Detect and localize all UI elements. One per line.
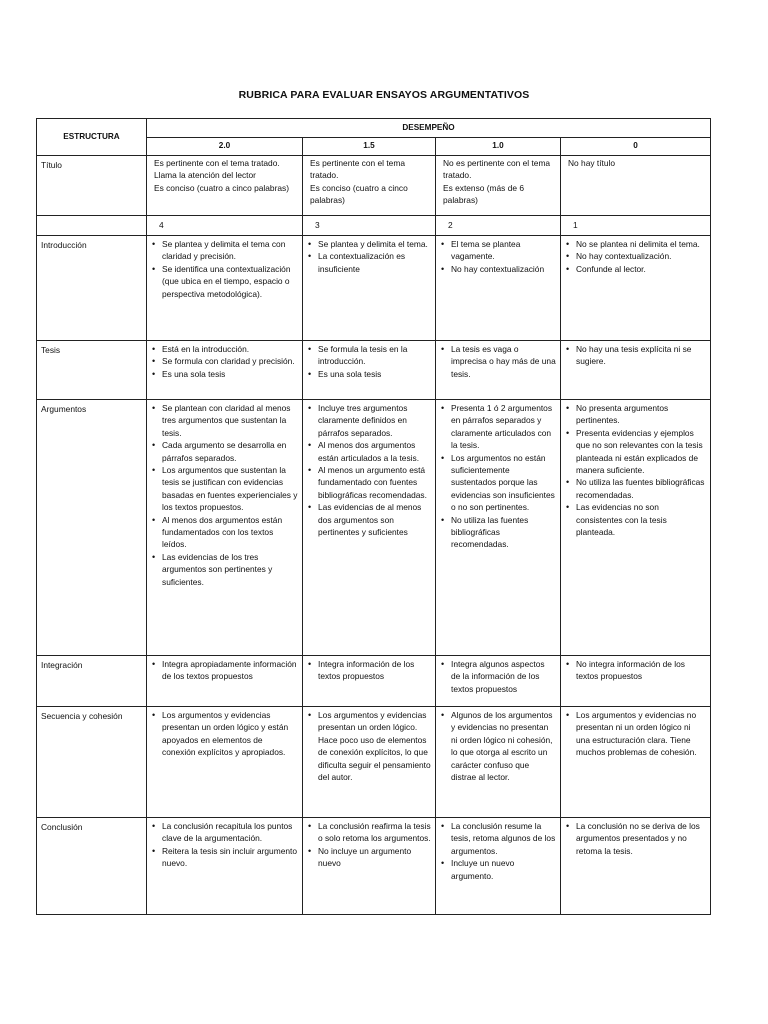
descriptor-bullet: • Cada argumento se desarrolla en párrafos separados. bbox=[162, 439, 298, 464]
descriptor-bullet: • Está en la introducción. bbox=[162, 343, 298, 355]
descriptor-list bbox=[307, 820, 431, 870]
descriptor-bullet: • Al menos dos argumentos están fundamentados con los textos leídos. bbox=[162, 514, 298, 551]
descriptor-bullet: • El tema se plantea vagamente. bbox=[451, 238, 556, 263]
descriptor-bullet: • No hay contextualización bbox=[451, 263, 556, 275]
descriptor-bullet: • Al menos un argumento está fundamentado con fuentes bibliográficas recomendadas. bbox=[318, 464, 431, 501]
descriptor-cell bbox=[147, 400, 303, 656]
criterion-cell: Tesis bbox=[37, 341, 147, 400]
descriptor-cell bbox=[436, 707, 561, 818]
descriptor-bullet: • Integra apropiadamente información de los textos propuestos bbox=[162, 658, 298, 683]
descriptor-bullet: • La tesis es vaga o imprecisa o hay más de una tesis. bbox=[451, 343, 556, 380]
descriptor-cell bbox=[436, 341, 561, 400]
rubric-row bbox=[37, 400, 711, 656]
score-cell: 4 bbox=[147, 216, 303, 236]
descriptor-cell bbox=[303, 707, 436, 818]
descriptor-bullet: • Presenta 1 ó 2 argumentos en párrafos separados y claramente articulados con la tesis. bbox=[451, 402, 556, 452]
descriptor-cell bbox=[147, 707, 303, 818]
descriptor-line: No es pertinente con el tema tratado. bbox=[443, 158, 551, 181]
descriptor-bullet: • Se plantean con claridad al menos tres argumentos que sustentan la tesis. bbox=[162, 402, 298, 439]
descriptor-cell bbox=[303, 341, 436, 400]
descriptor-cell bbox=[436, 156, 561, 216]
score-cell: 1 bbox=[561, 216, 711, 236]
criterion-cell: Conclusión bbox=[37, 818, 147, 915]
descriptor-list bbox=[440, 238, 556, 275]
descriptor-bullet: • No presenta argumentos pertinentes. bbox=[576, 402, 706, 427]
rubric-row bbox=[37, 156, 711, 216]
descriptor-list bbox=[307, 343, 431, 380]
descriptor-bullet: • Se formula la tesis en la introducción. bbox=[318, 343, 431, 368]
descriptor-list bbox=[440, 402, 556, 551]
descriptor-line: Es conciso (cuatro a cinco palabras) bbox=[154, 182, 289, 193]
descriptor-line: Es extenso (más de 6 palabras) bbox=[443, 182, 524, 206]
descriptor-cell bbox=[147, 818, 303, 915]
criterion-cell: Argumentos bbox=[37, 400, 147, 656]
descriptor-bullet: • No se plantea ni delimita el tema. bbox=[576, 238, 706, 250]
descriptor-cell bbox=[147, 656, 303, 707]
rubric-body bbox=[37, 156, 711, 915]
descriptor-list bbox=[440, 709, 556, 783]
descriptor-bullet: • Los argumentos y evidencias presentan un orden lógico. Hace poco uso de elementos de conexión explícitos, lo que dificulta seguir el pensamiento del autor. bbox=[318, 709, 431, 783]
score-row-label-cell bbox=[37, 216, 147, 236]
header-estructura: ESTRUCTURA bbox=[37, 119, 147, 156]
descriptor-bullet: • Se plantea y delimita el tema. bbox=[318, 238, 431, 250]
descriptor-list bbox=[565, 658, 706, 683]
descriptor-list bbox=[307, 709, 431, 783]
descriptor-bullet: • Se plantea y delimita el tema con claridad y precisión. bbox=[162, 238, 298, 263]
descriptor-cell bbox=[561, 156, 711, 216]
descriptor-bullet: • La contextualización es insuficiente bbox=[318, 250, 431, 275]
rubric-row bbox=[37, 707, 711, 818]
descriptor-bullet: • Confunde al lector. bbox=[576, 263, 706, 275]
descriptor-cell bbox=[436, 400, 561, 656]
descriptor-bullet: • No integra información de los textos propuestos bbox=[576, 658, 706, 683]
descriptor-cell bbox=[147, 236, 303, 341]
header-desempeno: DESEMPEÑO bbox=[147, 119, 711, 138]
descriptor-cell bbox=[303, 818, 436, 915]
descriptor-bullet: • Al menos dos argumentos están articulados a la tesis. bbox=[318, 439, 431, 464]
descriptor-list bbox=[565, 402, 706, 538]
criterion-cell: Secuencia y cohesión bbox=[37, 707, 147, 818]
descriptor-list bbox=[151, 709, 298, 759]
header-level: 2.0 bbox=[147, 138, 303, 156]
descriptor-list bbox=[151, 343, 298, 380]
descriptor-list bbox=[440, 343, 556, 380]
descriptor-bullet: • La conclusión reafirma la tesis o solo retoma los argumentos. bbox=[318, 820, 431, 845]
descriptor-list bbox=[440, 820, 556, 882]
descriptor-bullet: • Es una sola tesis bbox=[162, 368, 298, 380]
descriptor-bullet: • Los argumentos que sustentan la tesis se justifican con evidencias basadas en fuentes experienciales y los textos propuestos. bbox=[162, 464, 298, 514]
descriptor-list bbox=[565, 820, 706, 857]
descriptor-cell bbox=[561, 656, 711, 707]
descriptor-bullet: • Las evidencias de al menos dos argumentos son pertinentes y suficientes bbox=[318, 501, 431, 538]
descriptor-list bbox=[565, 709, 706, 759]
descriptor-list bbox=[440, 658, 556, 695]
descriptor-cell bbox=[303, 156, 436, 216]
descriptor-line: Llama la atención del lector bbox=[154, 170, 256, 181]
descriptor-bullet: • Integra algunos aspectos de la información de los textos propuestos bbox=[451, 658, 556, 695]
descriptor-bullet: • Incluye tres argumentos claramente definidos en párrafos separados. bbox=[318, 402, 431, 439]
descriptor-bullet: • No hay una tesis explícita ni se sugiere. bbox=[576, 343, 706, 368]
descriptor-line: Es pertinente con el tema tratado. bbox=[154, 158, 280, 168]
descriptor-bullet: • Presenta evidencias y ejemplos que no son relevantes con la tesis planteada ni están explicados de manera suficiente. bbox=[576, 427, 706, 477]
descriptor-cell bbox=[303, 400, 436, 656]
descriptor-bullet: • Integra información de los textos propuestos bbox=[318, 658, 431, 683]
descriptor-bullet: • No hay contextualización. bbox=[576, 250, 706, 262]
criterion-cell: Integración bbox=[37, 656, 147, 707]
descriptor-list bbox=[151, 238, 298, 300]
header-level: 0 bbox=[561, 138, 711, 156]
descriptor-line: Es pertinente con el tema tratado. bbox=[310, 158, 405, 181]
descriptor-list bbox=[565, 238, 706, 275]
descriptor-cell bbox=[561, 818, 711, 915]
header-level: 1.0 bbox=[436, 138, 561, 156]
descriptor-cell bbox=[436, 818, 561, 915]
descriptor-cell bbox=[561, 236, 711, 341]
descriptor-bullet: • Incluye un nuevo argumento. bbox=[451, 857, 556, 882]
descriptor-cell bbox=[436, 656, 561, 707]
descriptor-list bbox=[307, 402, 431, 538]
descriptor-bullet: • Los argumentos no están suficientemente sustentados porque las evidencias son insuficientes o no son pertinentes. bbox=[451, 452, 556, 514]
document-title: RUBRICA PARA EVALUAR ENSAYOS ARGUMENTATIVOS bbox=[238, 89, 530, 101]
descriptor-cell bbox=[561, 707, 711, 818]
descriptor-list bbox=[565, 343, 706, 368]
descriptor-bullet: • Las evidencias no son consistentes con la tesis planteada. bbox=[576, 501, 706, 538]
descriptor-bullet: • Los argumentos y evidencias no presentan ni un orden lógico ni una estructuración clara. Tiene muchos problemas de cohesión. bbox=[576, 709, 706, 759]
rubric-row bbox=[37, 236, 711, 341]
rubric-row bbox=[37, 656, 711, 707]
descriptor-list bbox=[307, 238, 431, 275]
descriptor-cell bbox=[147, 341, 303, 400]
descriptor-cell bbox=[303, 236, 436, 341]
descriptor-cell bbox=[303, 656, 436, 707]
descriptor-bullet: • La conclusión resume la tesis, retoma algunos de los argumentos. bbox=[451, 820, 556, 857]
descriptor-line: Es conciso (cuatro a cinco palabras) bbox=[310, 182, 408, 206]
descriptor-bullet: • Algunos de los argumentos y evidencias no presentan ni orden lógico ni cohesión, lo que otorga al escrito un carácter confuso que distrae al lector. bbox=[451, 709, 556, 783]
descriptor-cell bbox=[147, 156, 303, 216]
score-cell: 2 bbox=[436, 216, 561, 236]
descriptor-bullet: • La conclusión no se deriva de los argumentos presentados y no retoma la tesis. bbox=[576, 820, 706, 857]
score-row bbox=[37, 216, 711, 236]
descriptor-bullet: • Las evidencias de los tres argumentos son pertinentes y suficientes. bbox=[162, 551, 298, 588]
descriptor-bullet: • Reitera la tesis sin incluir argumento nuevo. bbox=[162, 845, 298, 870]
descriptor-bullet: • Los argumentos y evidencias presentan un orden lógico y están apoyados en elementos de conexión explícitos y apropiados. bbox=[162, 709, 298, 759]
descriptor-list bbox=[307, 658, 431, 683]
descriptor-list bbox=[151, 658, 298, 683]
descriptor-line: No hay título bbox=[568, 158, 616, 168]
descriptor-bullet: • No utiliza las fuentes bibliográficas recomendadas. bbox=[576, 476, 706, 501]
descriptor-list bbox=[151, 402, 298, 588]
criterion-cell: Título bbox=[37, 156, 147, 216]
descriptor-bullet: • No utiliza las fuentes bibliográficas recomendadas. bbox=[451, 514, 556, 551]
score-cell: 3 bbox=[303, 216, 436, 236]
descriptor-list bbox=[151, 820, 298, 870]
descriptor-cell bbox=[561, 341, 711, 400]
rubric-row bbox=[37, 341, 711, 400]
descriptor-cell bbox=[436, 236, 561, 341]
header-level: 1.5 bbox=[303, 138, 436, 156]
rubric-row bbox=[37, 818, 711, 915]
descriptor-cell bbox=[561, 400, 711, 656]
descriptor-bullet: • Se identifica una contextualización (que ubica en el tiempo, espacio o perspectiva metodológica). bbox=[162, 263, 298, 300]
descriptor-bullet: • Se formula con claridad y precisión. bbox=[162, 355, 298, 367]
rubric-table bbox=[36, 118, 711, 915]
descriptor-bullet: • No incluye un argumento nuevo bbox=[318, 845, 431, 870]
descriptor-bullet: • Es una sola tesis bbox=[318, 368, 431, 380]
criterion-cell: Introducción bbox=[37, 236, 147, 341]
descriptor-bullet: • La conclusión recapitula los puntos clave de la argumentación. bbox=[162, 820, 298, 845]
